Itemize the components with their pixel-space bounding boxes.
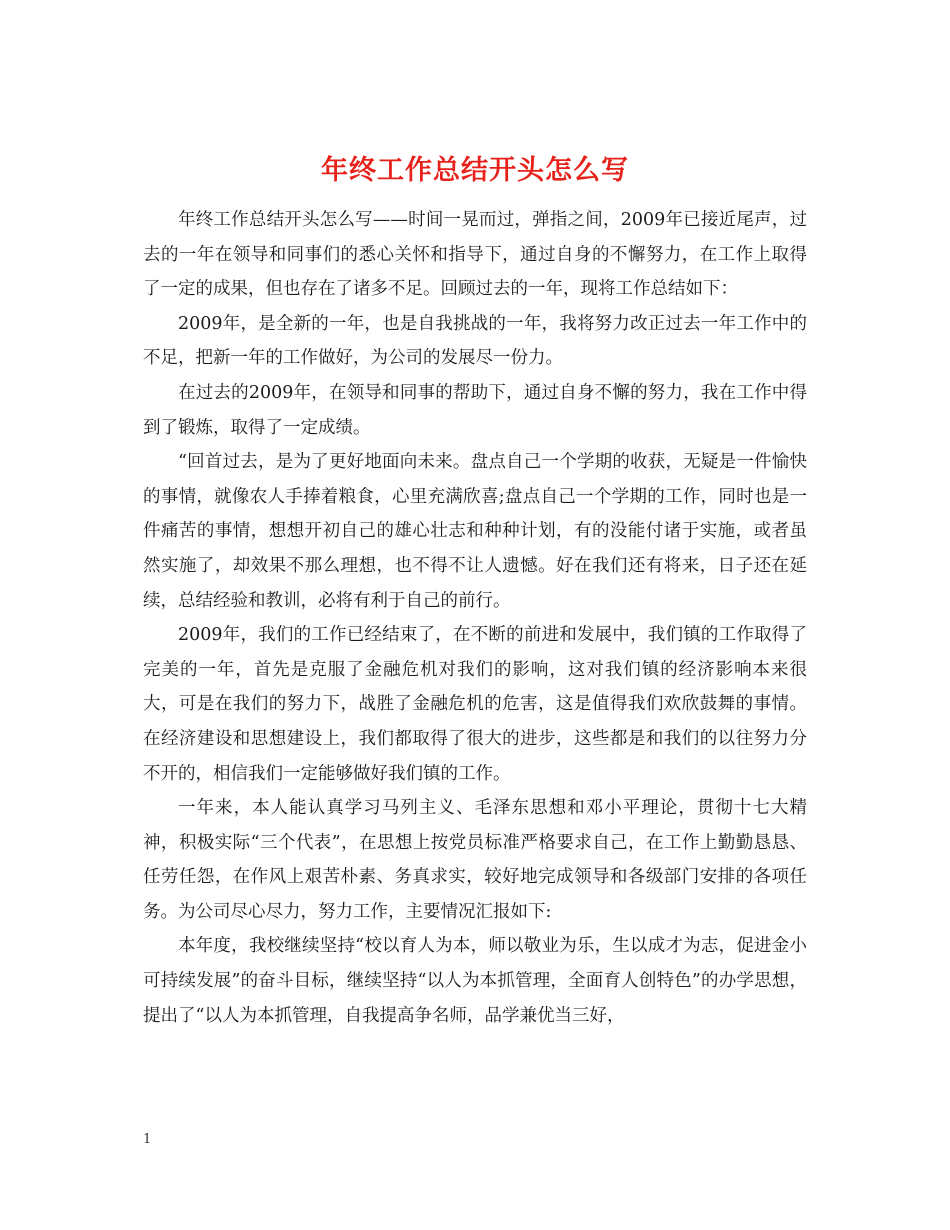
paragraph-4: “回首过去，是为了更好地面向未来。盘点自己一个学期的收获，无疑是一件愉快的事情，就像农人手捧着粮食，心里充满欣喜;盘点自己一个学期的工作，同时也是一件痛苦的事情，想想开初自己的雄心壮志和种种计划，有的没能付诸于实施，或者虽然实施了，却效果不那么理想，也不得不让人遗憾。好在我们还有将来，日子还在延续，总结经验和教训，必将有利于自己的前行。 [143, 452, 807, 611]
page-number: 1 [143, 1132, 152, 1147]
paragraph-2: 2009年，是全新的一年，也是自我挑战的一年，我将努力改正过去一年工作中的不足，把新一年的工作做好，为公司的发展尽一份力。 [143, 313, 807, 369]
document-title: 年终工作总结开头怎么写 [321, 155, 629, 187]
document-body [143, 203, 807, 1033]
paragraph-7: 本年度，我校继续坚持“校以育人为本，师以敬业为乐，生以成才为志，促进金小可持续发展”的奋斗目标，继续坚持“以人为本抓管理，全面育人创特色”的办学思想，提出了“以人为本抓管理，自我提高争名师，品学兼优当三好， [143, 936, 807, 1026]
paragraph-5: 2009年，我们的工作已经结束了，在不断的前进和发展中，我们镇的工作取得了完美的一年，首先是克服了金融危机对我们的影响，这对我们镇的经济影响本来很大，可是在我们的努力下，战胜了金融危机的危害，这是值得我们欢欣鼓舞的事情。在经济建设和思想建设上，我们都取得了很大的进步，这些都是和我们的以往努力分不开的，相信我们一定能够做好我们镇的工作。 [143, 625, 807, 784]
paragraph-6: 一年来，本人能认真学习马列主义、毛泽东思想和邓小平理论，贯彻十七大精神，积极实际“三个代表”，在思想上按党员标准严格要求自己，在工作上勤勤恳恳、任劳任怨，在作风上艰苦朴素、务真求实，较好地完成领导和各级部门安排的各项任务。为公司尽心尽力，努力工作，主要情况汇报如下: [143, 798, 807, 922]
paragraph-3: 在过去的2009年，在领导和同事的帮助下，通过自身不懈的努力，我在工作中得到了锻炼，取得了一定成绩。 [143, 382, 807, 438]
paragraph-1: 年终工作总结开头怎么写——时间一晃而过，弹指之间，2009年已接近尾声，过去的一年在领导和同事们的悉心关怀和指导下，通过自身的不懈努力，在工作上取得了一定的成果，但也存在了诸多不足。回顾过去的一年，现将工作总结如下： [143, 210, 807, 300]
